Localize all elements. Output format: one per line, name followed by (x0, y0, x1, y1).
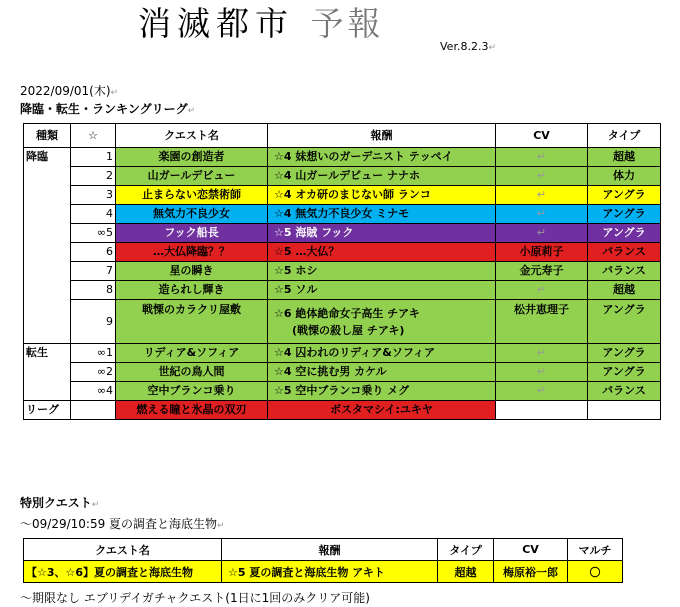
league-cv-cell (496, 401, 588, 420)
table-row (24, 363, 661, 382)
star-cell: 2 (71, 167, 116, 186)
reward-line: ☆4 無気力不良少女 ミナモ (274, 207, 410, 220)
table-row (24, 205, 661, 224)
quest-name-cell: フック船長 (116, 224, 268, 243)
quest-name-cell: 止まらない恋禁術師 (116, 186, 268, 205)
table-row (24, 186, 661, 205)
reward-line: ☆4 妹想いのガーデニスト テッペイ (274, 150, 453, 163)
tip-cell: バランス (588, 243, 661, 262)
reward-cell (268, 300, 496, 344)
cv-cell: 小原莉子 (496, 243, 588, 262)
group-label-reincarnation: 転生 (24, 344, 71, 401)
cv-cell: ↵ (496, 186, 588, 205)
reward-line: ☆5 …大仏？ (274, 245, 340, 258)
special-event-label: ～09/29/10:59 夏の調査と海底生物↵ (20, 517, 225, 531)
cv-cell: ↵ (496, 344, 588, 363)
star-cell: ∞1 (71, 344, 116, 363)
sp-reward-cell: ☆5 夏の調査と海底生物 アキト (222, 561, 438, 583)
sp-quest-cell: 【☆3、☆6】夏の調査と海底生物 (24, 561, 222, 583)
star-cell: ∞5 (71, 224, 116, 243)
sp-col-cv: CV (494, 539, 568, 561)
cv-cell: ↵ (496, 148, 588, 167)
quest-name-cell: 世紀の鳥人間 (116, 363, 268, 382)
tip-cell: アングラ (588, 224, 661, 243)
special-quest-table (23, 538, 623, 583)
quest-name-cell: …大仏降臨？？ (116, 243, 268, 262)
league-row (24, 401, 661, 420)
reward-line: ☆6 絶体絶命女子高生 チアキ (274, 306, 420, 320)
reward-cell (268, 243, 496, 262)
cv-cell: ↵ (496, 167, 588, 186)
tip-cell: バランス (588, 262, 661, 281)
quest-name-cell: 戦慄のカラクリ屋敷 (116, 300, 268, 344)
sp-col-tip: タイプ (438, 539, 494, 561)
sp-col-reward: 報酬 (222, 539, 438, 561)
table-row (24, 344, 661, 363)
reward-cell (268, 281, 496, 300)
col-reward-header: 報酬 (268, 124, 496, 148)
cv-cell: 松井恵理子 (496, 300, 588, 344)
special-heading: 特別クエスト↵ (20, 496, 100, 510)
star-cell: ∞2 (71, 363, 116, 382)
cv-cell: ↵ (496, 382, 588, 401)
tip-cell: 体力 (588, 167, 661, 186)
tip-cell: バランス (588, 382, 661, 401)
reward-line-2: (戦慄の殺し屋 チアキ) (292, 323, 405, 337)
sp-cv-cell: 梅原裕一郎 (494, 561, 568, 583)
quest-name-cell: 空中ブランコ乗り (116, 382, 268, 401)
special-footer: ～期限なし エブリデイガチャクエスト(1日に1回のみクリア可能) (20, 591, 370, 605)
league-tip-cell (588, 401, 661, 420)
special-row (24, 561, 623, 583)
version-label: Ver.8.2.3↵ (440, 40, 496, 53)
group-label-descent: 降臨 (24, 148, 71, 344)
sp-multi-cell: 〇 (568, 561, 623, 583)
table-row (24, 167, 661, 186)
cv-cell: ↵ (496, 363, 588, 382)
reward-cell (268, 344, 496, 363)
reward-line: ☆5 ソル (274, 283, 318, 296)
quest-name-cell: 山ガールデビュー (116, 167, 268, 186)
section-heading: 降臨・転生・ランキングリーグ↵ (20, 102, 196, 116)
reward-line: ☆4 空に挑む男 カケル (274, 365, 387, 378)
star-cell: 9 (71, 300, 116, 344)
star-cell: 6 (71, 243, 116, 262)
reward-cell (268, 205, 496, 224)
reward-line: ☆5 海賊 フック (274, 226, 354, 239)
tip-cell: アングラ (588, 205, 661, 224)
star-cell: 3 (71, 186, 116, 205)
table-row (24, 243, 661, 262)
col-star-header: ☆ (71, 124, 116, 148)
star-cell: 8 (71, 281, 116, 300)
tip-cell: 超越 (588, 281, 661, 300)
col-tip-header: タイプ (588, 124, 661, 148)
quest-name-cell: リディア&ソフィア (116, 344, 268, 363)
quest-table (23, 123, 661, 420)
star-cell: ∞4 (71, 382, 116, 401)
sp-col-multi: マルチ (568, 539, 623, 561)
reward-line: ☆4 囚われのリディア&ソフィア (274, 346, 435, 359)
league-quest-cell: 燃える瞳と氷晶の双刃 (116, 401, 268, 420)
tip-cell: アングラ (588, 300, 661, 344)
league-star-cell (71, 401, 116, 420)
reward-cell (268, 363, 496, 382)
sp-col-quest: クエスト名 (24, 539, 222, 561)
col-cv-header: CV (496, 124, 588, 148)
cv-cell: ↵ (496, 205, 588, 224)
cv-cell: 金元寿子 (496, 262, 588, 281)
date-label: 2022/09/01(木)↵ (20, 84, 119, 98)
reward-line: ☆5 ホシ (274, 264, 318, 277)
league-reward-cell: ボスタマシイ:ユキヤ (268, 401, 496, 420)
tip-cell: 超越 (588, 148, 661, 167)
star-cell: 7 (71, 262, 116, 281)
reward-cell (268, 262, 496, 281)
col-quest-header: クエスト名 (116, 124, 268, 148)
quest-name-cell: 無気力不良少女 (116, 205, 268, 224)
quest-table-body (24, 148, 661, 420)
tip-cell: アングラ (588, 344, 661, 363)
quest-name-cell: 造られし輝き (116, 281, 268, 300)
reward-line: ☆4 山ガールデビュー ナナホ (274, 169, 420, 182)
quest-name-cell: 星の瞬き (116, 262, 268, 281)
cv-cell: ↵ (496, 281, 588, 300)
table-row (24, 224, 661, 243)
reward-line: ☆5 空中ブランコ乗り メグ (274, 384, 410, 397)
sp-tip-cell: 超越 (438, 561, 494, 583)
title-sub: 予報 (310, 4, 385, 43)
reward-cell (268, 148, 496, 167)
quest-name-cell: 楽園の創造者 (116, 148, 268, 167)
special-header-row (24, 539, 623, 561)
tip-cell: アングラ (588, 186, 661, 205)
col-type-header: 種類 (24, 124, 71, 148)
reward-cell (268, 167, 496, 186)
reward-cell (268, 186, 496, 205)
reward-cell (268, 382, 496, 401)
table-row (24, 281, 661, 300)
tip-cell: アングラ (588, 363, 661, 382)
star-cell: 4 (71, 205, 116, 224)
reward-line: ☆4 オカ研のまじない師 ランコ (274, 188, 431, 201)
table-row (24, 300, 661, 344)
title-main: 消滅都市 (138, 4, 294, 43)
document-title (138, 2, 385, 46)
table-row (24, 382, 661, 401)
table-row (24, 148, 661, 167)
reward-cell (268, 224, 496, 243)
group-label-league: リーグ (24, 401, 71, 420)
star-cell: 1 (71, 148, 116, 167)
table-row (24, 262, 661, 281)
cv-cell: ↵ (496, 224, 588, 243)
table-header-row (24, 124, 661, 148)
